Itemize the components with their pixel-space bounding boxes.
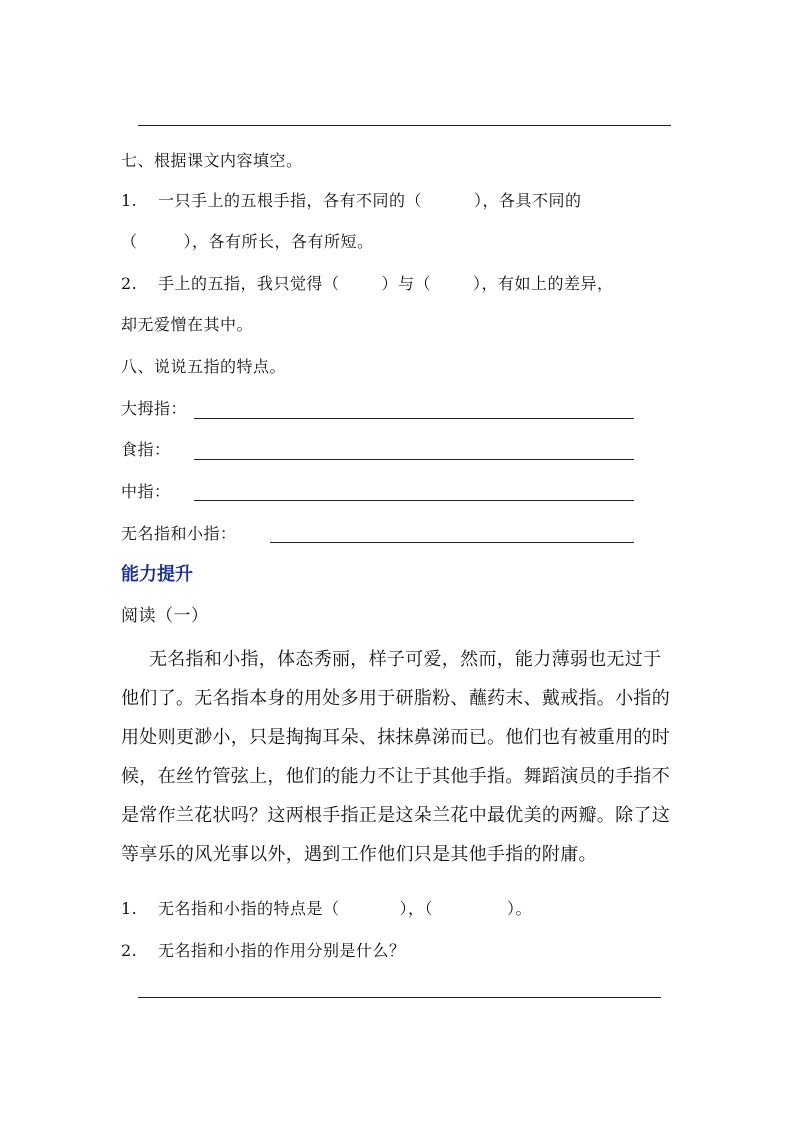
section7-q1-line1: 1. 一只手上的五根手指，各有不同的（ ），各具不同的 <box>121 191 582 210</box>
thumb-answer-line[interactable] <box>194 418 634 419</box>
thumb-label: 大拇指： <box>121 399 188 418</box>
section8-heading: 八、说说五指的特点。 <box>121 357 287 376</box>
passage-line: 用处则更渺小，只是掏掏耳朵、抹抹鼻涕而已。他们也有被重用的时 <box>121 727 670 748</box>
reading-passage <box>121 640 681 874</box>
section7-q1-line2: （ ），各有所长，各有所短。 <box>121 232 374 251</box>
bottom-divider <box>138 997 661 998</box>
middle-answer-line[interactable] <box>194 500 634 501</box>
reading-heading: 阅读（一） <box>121 606 209 626</box>
question-number: 2. <box>121 941 138 960</box>
passage-line: 候，在丝竹管弦上，他们的能力不让于其他手指。舞蹈演员的手指不 <box>121 766 670 787</box>
section7-heading: 七、根据课文内容填空。 <box>121 151 303 170</box>
ring-little-answer-line[interactable] <box>270 542 634 543</box>
reading-q1: 1. 无名指和小指的特点是（ ），（ ）。 <box>121 899 533 918</box>
question-number: 1. <box>121 899 138 918</box>
passage-line: 等享乐的风光事以外，遇到工作他们只是其他手指的附庸。 <box>121 844 597 865</box>
question-number: 2. <box>121 274 138 293</box>
section7-q2-line2: 却无爱憎在其中。 <box>121 315 254 334</box>
passage-line: 无名指和小指，体态秀丽，样子可爱，然而，能力薄弱也无过于 <box>149 649 662 670</box>
ability-title: 能力提升 <box>121 564 193 585</box>
passage-line: 是常作兰花状吗？这两根手指正是这朵兰花中最优美的两瓣。除了这 <box>121 805 670 826</box>
top-divider <box>138 125 671 126</box>
reading-q2: 2. 无名指和小指的作用分别是什么？ <box>121 941 406 960</box>
index-answer-line[interactable] <box>194 459 634 460</box>
ring-little-label: 无名指和小指： <box>121 524 237 543</box>
index-label: 食指： <box>121 440 171 459</box>
middle-label: 中指： <box>121 482 171 501</box>
question-number: 1. <box>121 191 138 210</box>
section7-q2-line1: 2. 手上的五指，我只觉得（ ）与（ ），有如上的差异， <box>121 274 614 293</box>
passage-line: 他们了。无名指本身的用处多用于研脂粉、蘸药末、戴戒指。小指的 <box>121 688 670 709</box>
